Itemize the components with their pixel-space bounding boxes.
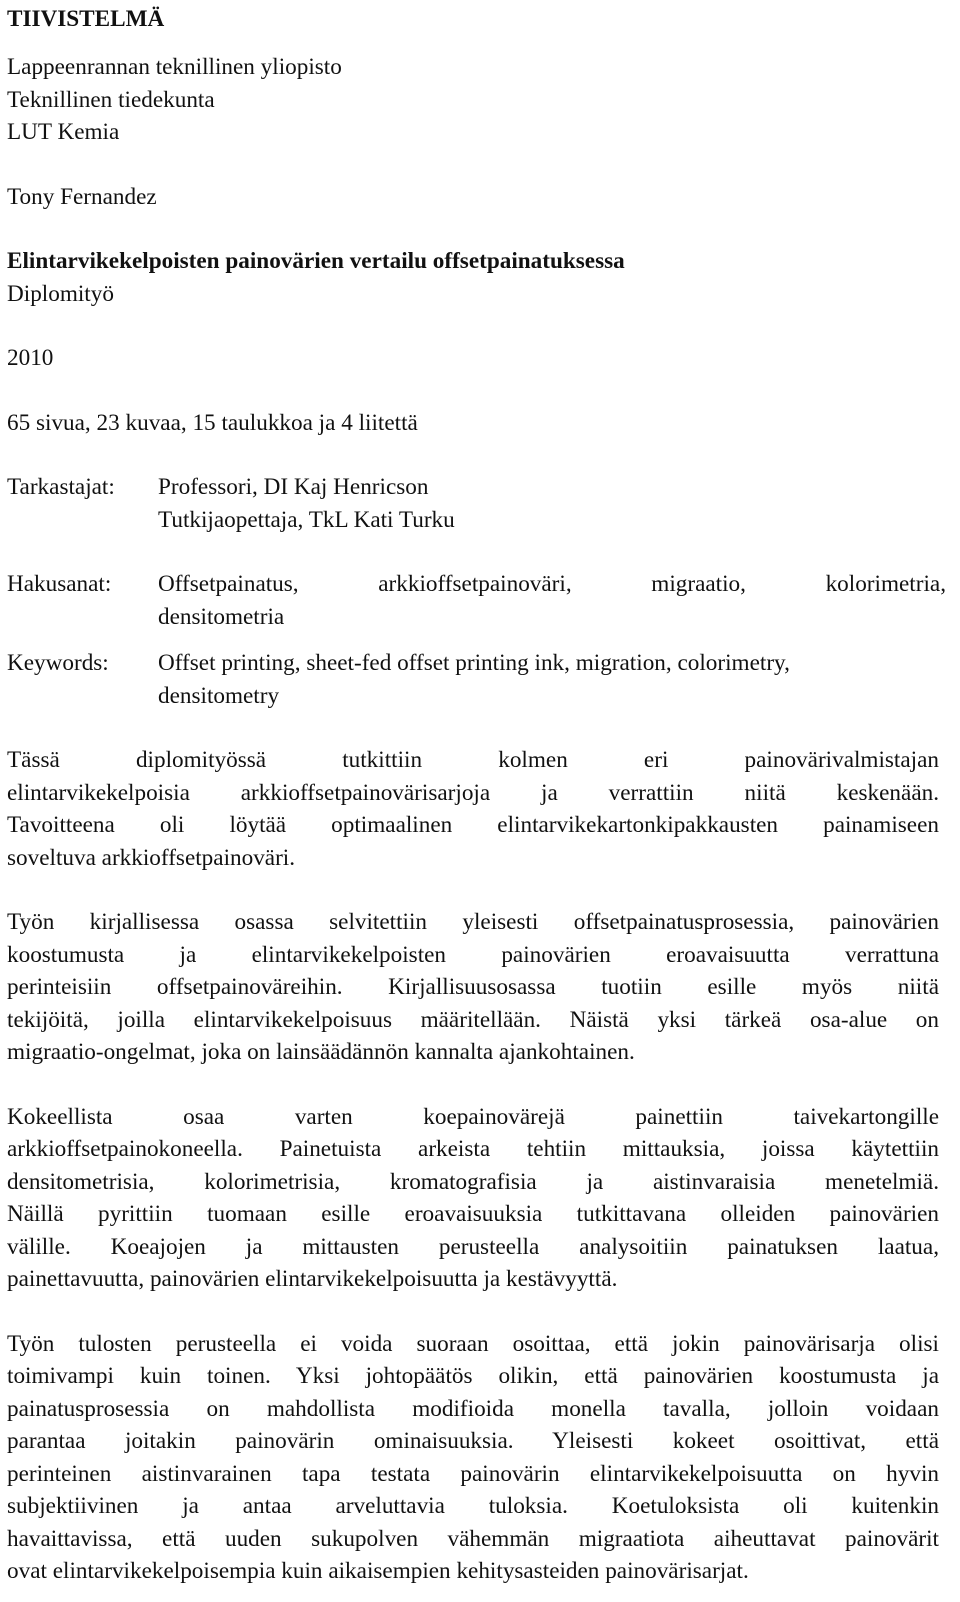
hakusanat-line: densitometria (158, 603, 285, 630)
hakusanat-label: Hakusanat: (7, 571, 112, 597)
abstract-paragraph (7, 1328, 939, 1588)
thesis-year: 2010 (7, 345, 54, 371)
keywords-line: densitometry (158, 682, 280, 709)
paragraph-line: perinteinen aistinvarainen tapa testata painovärin elintarvikekelpoisuutta on hyvin (7, 1460, 939, 1487)
paragraph-line: ovat elintarvikekelpoisempia kuin aikaisempien kehitysasteiden painovärisarjat. (7, 1558, 749, 1584)
paragraph-line: Tässä diplomityössä tutkittiin kolmen eri painovärivalmistajan (7, 747, 939, 773)
examiners-list (158, 471, 946, 536)
author-name: Tony Fernandez (7, 183, 157, 210)
abstract-paragraph (7, 744, 939, 874)
paragraph-line: subjektiivinen ja antaa arveluttavia tuloksia. Koetuloksista oli kuitenkin (7, 1493, 939, 1519)
paragraph-line: elintarvikekelpoisia arkkioffsetpainovärisarjoja ja verrattiin niitä keskenään. (7, 779, 939, 806)
university-name: Lappeenrannan teknillinen yliopisto (7, 54, 342, 80)
paragraph-line: toimivampi kuin toinen. Yksi johtopäätös olikin, että painovärien koostumusta ja (7, 1363, 939, 1389)
keywords-label: Keywords: (7, 650, 109, 676)
examiner-item: Professori, DI Kaj Henricson (158, 474, 429, 500)
keywords-line: Offset printing, sheet-fed offset printing ink, migration, colorimetry, (158, 650, 790, 676)
institution-block (7, 51, 946, 149)
paragraph-line: densitometrisia, kolorimetrisia, kromatografisia ja aistinvaraisia menetelmiä. (7, 1168, 939, 1195)
department-name: LUT Kemia (7, 119, 120, 145)
thesis-block (7, 245, 946, 310)
hakusanat-row (7, 568, 946, 633)
paragraph-line: Työn tulosten perusteella ei voida suoraan osoittaa, että jokin painovärisarja olisi (7, 1330, 939, 1357)
paragraph-line: perinteisiin offsetpainoväreihin. Kirjallisuusosassa tuotiin esille myös niitä (7, 974, 939, 1000)
paragraph-line: painatusprosessia on mahdollista modifioida monella tavalla, jolloin voidaan (7, 1395, 939, 1422)
paragraph-line: parantaa joitakin painovärin ominaisuuksia. Yleisesti kokeet osoittivat, että (7, 1428, 939, 1454)
thesis-type: Diplomityö (7, 280, 114, 307)
examiners-row (7, 471, 946, 536)
hakusanat-list (158, 568, 946, 633)
paragraph-line: soveltuva arkkioffsetpainoväri. (7, 844, 296, 871)
paragraph-line: migraatio-ongelmat, joka on lainsäädännön kannalta ajankohtainen. (7, 1039, 635, 1065)
keywords-row (7, 647, 946, 712)
paragraph-line: koostumusta ja elintarvikekelpoisten painovärien eroavaisuutta verrattuna (7, 941, 939, 968)
thesis-title: Elintarvikekelpoisten painovärien vertailu offsetpainatuksessa (7, 248, 625, 274)
examiners-label: Tarkastajat: (7, 474, 115, 500)
faculty-name: Teknillinen tiedekunta (7, 86, 215, 113)
page-heading: TIIVISTELMÄ (7, 6, 165, 32)
paragraph-line: tekijöitä, joilla elintarvikekelpoisuus määritellään. Näistä yksi tärkeä osa-alue on (7, 1006, 939, 1033)
paragraph-line: Näillä pyrittiin tuomaan esille eroavaisuuksia tutkittavana olleiden painovärien (7, 1201, 939, 1227)
thesis-extent: 65 sivua, 23 kuvaa, 15 taulukkoa ja 4 liitettä (7, 409, 418, 436)
paragraph-line: havaittavissa, että uuden sukupolven vähemmän migraatiota aiheuttavat painovärit (7, 1525, 939, 1552)
paragraph-line: välille. Koeajojen ja mittausten perusteella analysoitiin painatuksen laatua, (7, 1233, 939, 1260)
paragraph-line: arkkioffsetpainokoneella. Painetuista arkeista tehtiin mittauksia, joissa käytettiin (7, 1136, 939, 1162)
paragraph-line: Tavoitteena oli löytää optimaalinen elintarvikekartonkipakkausten painamiseen (7, 812, 939, 838)
examiner-item: Tutkijaopettaja, TkL Kati Turku (158, 506, 455, 533)
paragraph-line: Kokeellista osaa varten koepainovärejä painettiin taivekartongille (7, 1103, 939, 1130)
keywords-list (158, 647, 946, 712)
paragraph-line: Työn kirjallisessa osassa selvitettiin yleisesti offsetpainatusprosessia, painovärien (7, 909, 939, 935)
abstract-paragraph (7, 1101, 939, 1296)
paragraph-line: painettavuutta, painovärien elintarvikekelpoisuutta ja kestävyyttä. (7, 1266, 618, 1292)
hakusanat-line: Offsetpainatus, arkkioffsetpainoväri, migraatio, kolorimetria, (158, 571, 946, 597)
abstract-paragraph (7, 906, 939, 1069)
